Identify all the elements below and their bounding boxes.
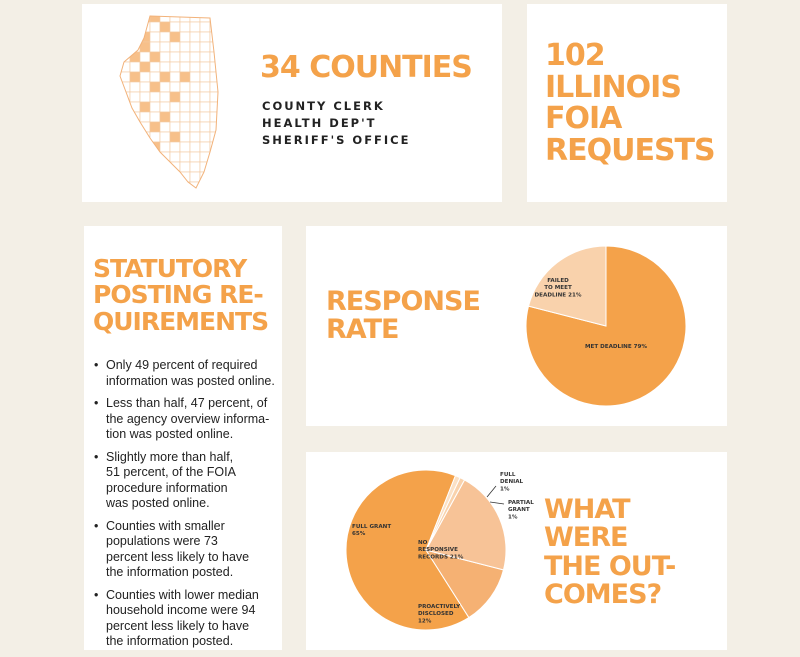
county-cell — [150, 62, 160, 72]
findings-list — [92, 358, 278, 657]
county-cell — [120, 152, 130, 162]
leader-line — [487, 486, 496, 497]
county-cell — [180, 132, 190, 142]
slice-label — [585, 344, 647, 350]
county-cell — [130, 142, 140, 152]
slice-label-line: DENIAL — [500, 479, 524, 486]
county-cell — [110, 22, 120, 32]
slice-label-line: FULL GRANT — [352, 524, 392, 530]
slice-label-line: DEADLINE 21% — [534, 292, 582, 299]
county-cell — [110, 72, 120, 82]
county-cell — [120, 182, 130, 192]
county-cell — [150, 182, 160, 192]
county-cell — [190, 112, 200, 122]
county-cell — [180, 42, 190, 52]
requests-line: FOIA — [545, 101, 622, 136]
county-cell — [190, 102, 200, 112]
county-cell — [140, 72, 150, 82]
county-cell — [150, 92, 160, 102]
statutory-title-line: STATUTORY — [93, 254, 247, 283]
county-cell — [160, 172, 170, 182]
county-cell — [150, 12, 160, 22]
county-cell — [140, 62, 150, 72]
county-cell — [210, 42, 220, 52]
county-cell — [110, 12, 120, 22]
county-cell — [170, 52, 180, 62]
county-cell — [110, 92, 120, 102]
county-cell — [170, 62, 180, 72]
county-cell — [220, 122, 230, 132]
county-cell — [180, 62, 190, 72]
county-cell — [130, 172, 140, 182]
offices-list — [262, 98, 410, 149]
county-cell — [120, 142, 130, 152]
requests-line: 102 — [545, 38, 605, 73]
county-cell — [110, 152, 120, 162]
county-cell — [210, 72, 220, 82]
county-cell — [160, 192, 170, 194]
county-cell — [190, 162, 200, 172]
county-cell — [160, 112, 170, 122]
county-cell — [160, 162, 170, 172]
county-cell — [120, 172, 130, 182]
county-cell — [190, 152, 200, 162]
slice-label-line: RESPONSIVE — [418, 547, 458, 554]
finding-line: was posted online. — [106, 496, 210, 510]
slice-label-line: 1% — [508, 514, 518, 521]
county-cell — [150, 162, 160, 172]
county-cell — [130, 22, 140, 32]
county-cell — [150, 102, 160, 112]
county-cell — [200, 52, 210, 62]
county-cell — [130, 122, 140, 132]
county-cell — [160, 22, 170, 32]
finding-line: Slightly more than half, — [106, 449, 234, 464]
county-cell — [220, 182, 230, 192]
county-cell — [170, 42, 180, 52]
county-cell — [150, 82, 160, 92]
county-cell — [180, 102, 190, 112]
finding-line: tion was posted online. — [106, 427, 234, 441]
slice-label-line: RECORDS 21% — [418, 554, 464, 561]
county-cell — [220, 12, 230, 22]
county-cell — [150, 52, 160, 62]
county-cell — [130, 62, 140, 72]
finding-line: percent less likely to have — [106, 549, 250, 564]
statutory-title — [93, 256, 279, 335]
county-cell — [190, 32, 200, 42]
county-cell — [190, 62, 200, 72]
county-cell — [210, 122, 220, 132]
county-cell — [200, 82, 210, 92]
county-cell — [140, 22, 150, 32]
slice-label-line: TO MEET — [544, 285, 572, 292]
county-cell — [120, 92, 130, 102]
office-county-clerk: COUNTY CLERK — [262, 99, 385, 113]
county-cell — [220, 52, 230, 62]
county-cell — [160, 182, 170, 192]
response-title-line: RATE — [326, 314, 399, 346]
slice-label-line: FAILED — [547, 278, 569, 284]
county-cell — [220, 42, 230, 52]
county-cell — [220, 152, 230, 162]
county-cell — [140, 192, 150, 194]
county-cell — [180, 122, 190, 132]
finding-line: Counties with smaller — [106, 518, 225, 533]
county-cell — [160, 32, 170, 42]
county-cell — [170, 102, 180, 112]
bullet-dot-icon: • — [94, 396, 99, 410]
county-cell — [160, 42, 170, 52]
county-cell — [120, 122, 130, 132]
outcomes-title-line: WHAT WERE — [544, 494, 630, 554]
response-title — [326, 288, 486, 345]
bullet-dot-icon: • — [94, 358, 99, 372]
county-cell — [180, 32, 190, 42]
finding-line: 51 percent, of the FOIA — [106, 465, 236, 479]
county-cell — [130, 42, 140, 52]
county-cell — [120, 32, 130, 42]
bullet-dot-icon: • — [94, 518, 99, 533]
slice-label-line: PARTIAL — [508, 500, 534, 506]
county-cell — [140, 52, 150, 62]
requests-line: REQUESTS — [545, 132, 715, 168]
county-cell — [110, 182, 120, 192]
office-health-dept: HEALTH DEP'T — [262, 116, 377, 130]
finding-line: Less than half, 47 percent, of — [106, 396, 268, 410]
county-cell — [120, 192, 130, 194]
county-cell — [140, 112, 150, 122]
county-cell — [110, 162, 120, 172]
finding-line: the information posted. — [106, 634, 234, 648]
county-cell — [150, 112, 160, 122]
county-cell — [120, 162, 130, 172]
county-cell — [160, 102, 170, 112]
county-cell — [130, 132, 140, 142]
county-cell — [160, 62, 170, 72]
county-cell — [160, 82, 170, 92]
county-cell — [110, 122, 120, 132]
finding-item — [92, 588, 278, 650]
county-cell — [200, 132, 210, 142]
county-cell — [210, 12, 220, 22]
county-cell — [160, 132, 170, 142]
county-cell — [170, 112, 180, 122]
finding-item — [92, 396, 278, 443]
county-cell — [200, 42, 210, 52]
county-cell — [150, 192, 160, 194]
county-cell — [180, 142, 190, 152]
outcomes-title — [544, 496, 714, 609]
county-cell — [130, 82, 140, 92]
statutory-title-line: POSTING RE- — [93, 280, 263, 310]
county-cell — [160, 142, 170, 152]
response-title-line: RESPONSE — [326, 286, 480, 317]
finding-line: populations were 73 — [106, 534, 218, 548]
county-cell — [110, 42, 120, 52]
outcomes-title-line: THE OUT- — [544, 550, 676, 582]
county-cell — [210, 112, 220, 122]
county-cell — [140, 172, 150, 182]
county-cell — [200, 122, 210, 132]
county-cell — [210, 102, 220, 112]
county-cell — [190, 42, 200, 52]
county-cell — [130, 12, 140, 22]
finding-line: the agency overview informa- — [106, 411, 270, 426]
county-grid — [110, 12, 230, 194]
county-cell — [130, 152, 140, 162]
county-cell — [110, 142, 120, 152]
county-cell — [120, 102, 130, 112]
county-cell — [110, 82, 120, 92]
finding-line: percent less likely to have — [106, 618, 250, 633]
response-card — [306, 226, 727, 426]
county-cell — [190, 22, 200, 32]
county-cell — [170, 82, 180, 92]
county-cell — [210, 92, 220, 102]
county-cell — [110, 102, 120, 112]
county-cell — [220, 72, 230, 82]
county-cell — [220, 132, 230, 142]
finding-line: procedure information — [106, 480, 228, 495]
county-cell — [170, 172, 180, 182]
county-cell — [190, 172, 200, 182]
county-cell — [220, 62, 230, 72]
county-cell — [220, 142, 230, 152]
county-cell — [140, 152, 150, 162]
county-cell — [130, 92, 140, 102]
county-cell — [170, 92, 180, 102]
county-cell — [190, 52, 200, 62]
bullet-dot-icon: • — [94, 587, 99, 602]
county-cell — [160, 92, 170, 102]
county-cell — [160, 72, 170, 82]
county-cell — [150, 32, 160, 42]
county-cell — [180, 72, 190, 82]
county-cell — [140, 132, 150, 142]
county-cell — [210, 192, 220, 194]
leader-line — [490, 502, 504, 504]
county-cell — [210, 172, 220, 182]
county-cell — [170, 122, 180, 132]
county-cell — [170, 22, 180, 32]
county-cell — [190, 142, 200, 152]
county-cell — [180, 82, 190, 92]
slice-label-line: GRANT — [508, 507, 530, 514]
county-cell — [200, 192, 210, 194]
counties-card — [82, 4, 502, 202]
finding-line: the information posted. — [106, 565, 234, 579]
outcomes-pie — [306, 452, 542, 650]
county-cell — [180, 92, 190, 102]
county-cell — [190, 92, 200, 102]
county-cell — [180, 112, 190, 122]
county-cell — [130, 192, 140, 194]
county-cell — [200, 22, 210, 32]
slice-label-line: NO — [418, 540, 428, 546]
county-cell — [200, 182, 210, 192]
counties-title: 34 COUNTIES — [260, 50, 472, 85]
county-cell — [190, 132, 200, 142]
finding-line: information was posted online. — [106, 373, 275, 388]
county-cell — [130, 32, 140, 42]
finding-item — [92, 519, 278, 581]
county-cell — [180, 192, 190, 194]
county-cell — [200, 62, 210, 72]
slice-label-line: PROACTIVELY — [418, 604, 461, 610]
slice-label-line: 65% — [352, 531, 366, 538]
county-cell — [110, 172, 120, 182]
county-cell — [210, 152, 220, 162]
county-cell — [170, 192, 180, 194]
county-cell — [140, 162, 150, 172]
county-cell — [110, 32, 120, 42]
outcomes-card — [306, 452, 727, 650]
county-cell — [200, 142, 210, 152]
county-cell — [150, 172, 160, 182]
county-cell — [170, 182, 180, 192]
county-cell — [110, 112, 120, 122]
county-cell — [180, 162, 190, 172]
county-cell — [150, 42, 160, 52]
county-cell — [200, 72, 210, 82]
county-cell — [200, 32, 210, 42]
county-cell — [200, 102, 210, 112]
county-cell — [110, 52, 120, 62]
finding-item — [92, 450, 278, 512]
county-cell — [170, 152, 180, 162]
county-cell — [110, 192, 120, 194]
statutory-card — [84, 226, 282, 650]
statutory-title-line: QUIREMENTS — [93, 306, 269, 336]
county-cell — [120, 22, 130, 32]
slice-label-line: 1% — [500, 486, 510, 493]
county-cell — [220, 162, 230, 172]
county-cell — [220, 102, 230, 112]
office-sheriff: SHERIFF'S OFFICE — [262, 133, 411, 147]
slice-label-line: 12% — [418, 618, 432, 625]
county-cell — [130, 182, 140, 192]
county-cell — [220, 172, 230, 182]
slice-label — [500, 472, 524, 492]
county-cell — [190, 82, 200, 92]
county-cell — [180, 22, 190, 32]
county-cell — [130, 162, 140, 172]
county-cell — [120, 112, 130, 122]
county-cell — [210, 162, 220, 172]
county-cell — [180, 182, 190, 192]
county-cell — [130, 52, 140, 62]
county-cell — [170, 32, 180, 42]
county-cell — [210, 82, 220, 92]
county-cell — [220, 192, 230, 194]
county-cell — [150, 72, 160, 82]
finding-line: household income were 94 — [106, 603, 256, 617]
county-cell — [160, 52, 170, 62]
county-cell — [110, 132, 120, 142]
county-cell — [200, 12, 210, 22]
county-cell — [160, 122, 170, 132]
county-cell — [210, 182, 220, 192]
finding-line: Only 49 percent of required — [106, 358, 258, 372]
county-cell — [140, 182, 150, 192]
county-cell — [150, 152, 160, 162]
county-cell — [190, 72, 200, 82]
slice-label — [508, 500, 534, 520]
county-cell — [170, 132, 180, 142]
finding-line: Counties with lower median — [106, 587, 259, 602]
outcomes-title-line: COMES? — [544, 579, 662, 611]
county-cell — [140, 142, 150, 152]
county-cell — [120, 12, 130, 22]
county-cell — [220, 22, 230, 32]
county-cell — [220, 112, 230, 122]
county-cell — [200, 92, 210, 102]
slice-label-line: FULL — [500, 472, 516, 478]
slice-label-line: MET DEADLINE 79% — [584, 344, 648, 350]
response-rate-pie — [506, 226, 726, 426]
county-cell — [180, 52, 190, 62]
county-cell — [220, 32, 230, 42]
county-cell — [190, 122, 200, 132]
county-cell — [110, 62, 120, 72]
requests-title — [545, 40, 715, 166]
county-cell — [140, 102, 150, 112]
slice-label-line: DISCLOSED — [418, 611, 454, 618]
county-cell — [180, 152, 190, 162]
county-cell — [220, 82, 230, 92]
county-cell — [220, 92, 230, 102]
bullet-dot-icon: • — [94, 449, 99, 464]
county-cell — [120, 132, 130, 142]
county-cell — [130, 72, 140, 82]
illinois-map-icon — [110, 12, 230, 194]
county-cell — [140, 82, 150, 92]
finding-item — [92, 358, 278, 389]
county-cell — [190, 192, 200, 194]
county-cell — [140, 92, 150, 102]
county-cell — [170, 72, 180, 82]
county-cell — [150, 22, 160, 32]
county-cell — [200, 112, 210, 122]
county-cell — [120, 42, 130, 52]
county-cell — [150, 122, 160, 132]
requests-card — [527, 4, 727, 202]
county-cell — [170, 142, 180, 152]
requests-line: ILLINOIS — [545, 69, 681, 105]
